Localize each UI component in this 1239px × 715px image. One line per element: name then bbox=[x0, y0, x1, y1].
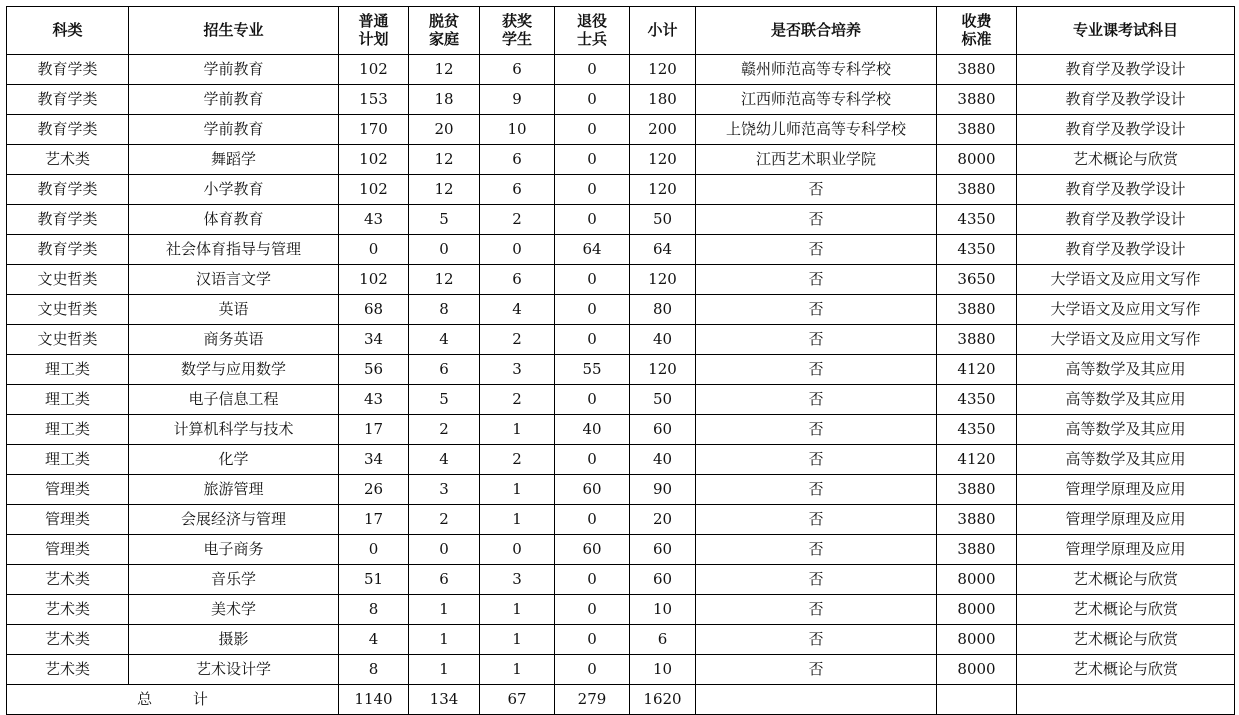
regular-plan-cell: 153 bbox=[339, 85, 409, 115]
category-cell: 文史哲类 bbox=[7, 295, 129, 325]
fee-cell: 8000 bbox=[937, 595, 1017, 625]
category-cell: 理工类 bbox=[7, 355, 129, 385]
regular-plan-cell: 68 bbox=[339, 295, 409, 325]
regular-plan-cell: 51 bbox=[339, 565, 409, 595]
fee-cell: 3880 bbox=[937, 295, 1017, 325]
exam-subject-cell: 艺术概论与欣赏 bbox=[1017, 565, 1235, 595]
category-cell: 教育学类 bbox=[7, 55, 129, 85]
category-cell: 理工类 bbox=[7, 415, 129, 445]
poverty-family-cell: 5 bbox=[409, 205, 480, 235]
joint-training-cell: 否 bbox=[696, 505, 937, 535]
subtotal-cell: 120 bbox=[630, 55, 696, 85]
joint-training-cell: 否 bbox=[696, 295, 937, 325]
major-cell: 学前教育 bbox=[129, 115, 339, 145]
major-cell: 计算机科学与技术 bbox=[129, 415, 339, 445]
exam-subject-cell: 教育学及教学设计 bbox=[1017, 235, 1235, 265]
poverty-family-cell: 0 bbox=[409, 535, 480, 565]
table-row bbox=[7, 535, 1235, 565]
regular-plan-cell: 34 bbox=[339, 325, 409, 355]
subtotal-cell: 80 bbox=[630, 295, 696, 325]
joint-training-cell: 赣州师范高等专科学校 bbox=[696, 55, 937, 85]
veterans-cell: 0 bbox=[555, 565, 630, 595]
total-regular: 1140 bbox=[339, 685, 409, 715]
major-cell: 会展经济与管理 bbox=[129, 505, 339, 535]
regular-plan-cell: 102 bbox=[339, 55, 409, 85]
joint-training-cell: 否 bbox=[696, 385, 937, 415]
veterans-cell: 0 bbox=[555, 655, 630, 685]
subtotal-cell: 60 bbox=[630, 565, 696, 595]
header-poverty-family-line2: 家庭 bbox=[428, 29, 459, 48]
exam-subject-cell: 艺术概论与欣赏 bbox=[1017, 625, 1235, 655]
veterans-cell: 0 bbox=[555, 55, 630, 85]
award-students-cell: 2 bbox=[480, 445, 555, 475]
header-exam-subject bbox=[1017, 7, 1235, 55]
exam-subject-cell: 高等数学及其应用 bbox=[1017, 415, 1235, 445]
veterans-cell: 55 bbox=[555, 355, 630, 385]
exam-subject-cell: 管理学原理及应用 bbox=[1017, 475, 1235, 505]
fee-cell: 3880 bbox=[937, 115, 1017, 145]
exam-subject-cell: 管理学原理及应用 bbox=[1017, 535, 1235, 565]
table-row bbox=[7, 445, 1235, 475]
category-cell: 教育学类 bbox=[7, 205, 129, 235]
joint-training-cell: 江西师范高等专科学校 bbox=[696, 85, 937, 115]
header-poverty-family-line1: 脱贫 bbox=[428, 12, 459, 31]
subtotal-cell: 60 bbox=[630, 415, 696, 445]
veterans-cell: 0 bbox=[555, 625, 630, 655]
award-students-cell: 1 bbox=[480, 475, 555, 505]
poverty-family-cell: 4 bbox=[409, 325, 480, 355]
veterans-cell: 0 bbox=[555, 445, 630, 475]
award-students-cell: 3 bbox=[480, 565, 555, 595]
regular-plan-cell: 102 bbox=[339, 175, 409, 205]
veterans-cell: 64 bbox=[555, 235, 630, 265]
poverty-family-cell: 12 bbox=[409, 265, 480, 295]
major-cell: 电子商务 bbox=[129, 535, 339, 565]
exam-subject-cell: 高等数学及其应用 bbox=[1017, 385, 1235, 415]
table-row bbox=[7, 325, 1235, 355]
award-students-cell: 1 bbox=[480, 415, 555, 445]
category-cell: 艺术类 bbox=[7, 565, 129, 595]
fee-cell: 4120 bbox=[937, 355, 1017, 385]
major-cell: 英语 bbox=[129, 295, 339, 325]
major-cell: 摄影 bbox=[129, 625, 339, 655]
veterans-cell: 0 bbox=[555, 85, 630, 115]
veterans-cell: 60 bbox=[555, 475, 630, 505]
veterans-cell: 60 bbox=[555, 535, 630, 565]
award-students-cell: 6 bbox=[480, 145, 555, 175]
poverty-family-cell: 1 bbox=[409, 625, 480, 655]
joint-training-cell: 否 bbox=[696, 325, 937, 355]
total-poverty: 134 bbox=[409, 685, 480, 715]
exam-subject-cell: 教育学及教学设计 bbox=[1017, 205, 1235, 235]
poverty-family-cell: 8 bbox=[409, 295, 480, 325]
table-row bbox=[7, 355, 1235, 385]
header-award-students bbox=[480, 7, 555, 55]
total-fee bbox=[937, 685, 1017, 715]
major-cell: 艺术设计学 bbox=[129, 655, 339, 685]
enrollment-plan-table bbox=[6, 6, 1235, 715]
poverty-family-cell: 18 bbox=[409, 85, 480, 115]
joint-training-cell: 否 bbox=[696, 205, 937, 235]
fee-cell: 8000 bbox=[937, 565, 1017, 595]
major-cell: 旅游管理 bbox=[129, 475, 339, 505]
joint-training-cell: 江西艺术职业学院 bbox=[696, 145, 937, 175]
poverty-family-cell: 1 bbox=[409, 595, 480, 625]
category-cell: 艺术类 bbox=[7, 595, 129, 625]
category-cell: 管理类 bbox=[7, 475, 129, 505]
table-row bbox=[7, 415, 1235, 445]
fee-cell: 8000 bbox=[937, 625, 1017, 655]
exam-subject-cell: 教育学及教学设计 bbox=[1017, 175, 1235, 205]
exam-subject-cell: 艺术概论与欣赏 bbox=[1017, 595, 1235, 625]
regular-plan-cell: 170 bbox=[339, 115, 409, 145]
category-cell: 艺术类 bbox=[7, 145, 129, 175]
award-students-cell: 1 bbox=[480, 625, 555, 655]
major-cell: 数学与应用数学 bbox=[129, 355, 339, 385]
poverty-family-cell: 6 bbox=[409, 355, 480, 385]
header-fee-line2: 标准 bbox=[961, 29, 992, 48]
subtotal-cell: 200 bbox=[630, 115, 696, 145]
exam-subject-cell: 教育学及教学设计 bbox=[1017, 85, 1235, 115]
fee-cell: 3880 bbox=[937, 475, 1017, 505]
fee-cell: 3880 bbox=[937, 85, 1017, 115]
joint-training-cell: 否 bbox=[696, 625, 937, 655]
header-exam-subject-line1: 专业课考试科目 bbox=[1072, 20, 1178, 39]
category-cell: 理工类 bbox=[7, 385, 129, 415]
regular-plan-cell: 102 bbox=[339, 145, 409, 175]
joint-training-cell: 否 bbox=[696, 265, 937, 295]
poverty-family-cell: 2 bbox=[409, 505, 480, 535]
header-major bbox=[129, 7, 339, 55]
fee-cell: 3880 bbox=[937, 505, 1017, 535]
regular-plan-cell: 0 bbox=[339, 235, 409, 265]
veterans-cell: 0 bbox=[555, 385, 630, 415]
total-subject bbox=[1017, 685, 1235, 715]
table-row bbox=[7, 595, 1235, 625]
category-cell: 艺术类 bbox=[7, 625, 129, 655]
award-students-cell: 10 bbox=[480, 115, 555, 145]
joint-training-cell: 否 bbox=[696, 175, 937, 205]
fee-cell: 3880 bbox=[937, 325, 1017, 355]
poverty-family-cell: 12 bbox=[409, 55, 480, 85]
category-cell: 教育学类 bbox=[7, 175, 129, 205]
veterans-cell: 0 bbox=[555, 325, 630, 355]
regular-plan-cell: 43 bbox=[339, 385, 409, 415]
header-major-line1: 招生专业 bbox=[203, 20, 264, 39]
table-row bbox=[7, 565, 1235, 595]
header-joint-training-line1: 是否联合培养 bbox=[770, 20, 861, 39]
table-row bbox=[7, 115, 1235, 145]
total-award: 67 bbox=[480, 685, 555, 715]
major-cell: 体育教育 bbox=[129, 205, 339, 235]
veterans-cell: 40 bbox=[555, 415, 630, 445]
enrollment-plan-sheet bbox=[6, 6, 1235, 715]
subtotal-cell: 60 bbox=[630, 535, 696, 565]
header-fee-line1: 收费 bbox=[961, 12, 992, 31]
major-cell: 小学教育 bbox=[129, 175, 339, 205]
subtotal-cell: 50 bbox=[630, 205, 696, 235]
major-cell: 学前教育 bbox=[129, 85, 339, 115]
fee-cell: 3880 bbox=[937, 175, 1017, 205]
award-students-cell: 9 bbox=[480, 85, 555, 115]
joint-training-cell: 否 bbox=[696, 235, 937, 265]
award-students-cell: 0 bbox=[480, 535, 555, 565]
exam-subject-cell: 高等数学及其应用 bbox=[1017, 445, 1235, 475]
table-row bbox=[7, 175, 1235, 205]
subtotal-cell: 40 bbox=[630, 445, 696, 475]
category-cell: 教育学类 bbox=[7, 85, 129, 115]
subtotal-cell: 180 bbox=[630, 85, 696, 115]
poverty-family-cell: 4 bbox=[409, 445, 480, 475]
veterans-cell: 0 bbox=[555, 595, 630, 625]
joint-training-cell: 否 bbox=[696, 595, 937, 625]
exam-subject-cell: 艺术概论与欣赏 bbox=[1017, 145, 1235, 175]
header-poverty-family bbox=[409, 7, 480, 55]
exam-subject-cell: 教育学及教学设计 bbox=[1017, 115, 1235, 145]
table-row bbox=[7, 625, 1235, 655]
regular-plan-cell: 4 bbox=[339, 625, 409, 655]
fee-cell: 8000 bbox=[937, 145, 1017, 175]
fee-cell: 4350 bbox=[937, 205, 1017, 235]
award-students-cell: 6 bbox=[480, 175, 555, 205]
veterans-cell: 0 bbox=[555, 175, 630, 205]
regular-plan-cell: 43 bbox=[339, 205, 409, 235]
subtotal-cell: 50 bbox=[630, 385, 696, 415]
subtotal-cell: 40 bbox=[630, 325, 696, 355]
joint-training-cell: 否 bbox=[696, 475, 937, 505]
fee-cell: 8000 bbox=[937, 655, 1017, 685]
total-veteran: 279 bbox=[555, 685, 630, 715]
category-cell: 教育学类 bbox=[7, 115, 129, 145]
subtotal-cell: 6 bbox=[630, 625, 696, 655]
subtotal-cell: 90 bbox=[630, 475, 696, 505]
total-row bbox=[7, 685, 1235, 715]
fee-cell: 4350 bbox=[937, 415, 1017, 445]
header-veterans bbox=[555, 7, 630, 55]
category-cell: 文史哲类 bbox=[7, 265, 129, 295]
exam-subject-cell: 高等数学及其应用 bbox=[1017, 355, 1235, 385]
category-cell: 管理类 bbox=[7, 505, 129, 535]
poverty-family-cell: 0 bbox=[409, 235, 480, 265]
regular-plan-cell: 17 bbox=[339, 415, 409, 445]
award-students-cell: 2 bbox=[480, 205, 555, 235]
subtotal-cell: 64 bbox=[630, 235, 696, 265]
major-cell: 学前教育 bbox=[129, 55, 339, 85]
subtotal-cell: 10 bbox=[630, 595, 696, 625]
regular-plan-cell: 26 bbox=[339, 475, 409, 505]
table-row bbox=[7, 205, 1235, 235]
regular-plan-cell: 8 bbox=[339, 595, 409, 625]
joint-training-cell: 否 bbox=[696, 355, 937, 385]
table-row bbox=[7, 505, 1235, 535]
subtotal-cell: 20 bbox=[630, 505, 696, 535]
major-cell: 汉语言文学 bbox=[129, 265, 339, 295]
fee-cell: 3880 bbox=[937, 55, 1017, 85]
poverty-family-cell: 2 bbox=[409, 415, 480, 445]
joint-training-cell: 否 bbox=[696, 535, 937, 565]
table-row bbox=[7, 235, 1235, 265]
table-row bbox=[7, 295, 1235, 325]
exam-subject-cell: 大学语文及应用文写作 bbox=[1017, 295, 1235, 325]
header-award-students-line1: 获奖 bbox=[501, 12, 532, 31]
table-row bbox=[7, 55, 1235, 85]
fee-cell: 4350 bbox=[937, 385, 1017, 415]
major-cell: 音乐学 bbox=[129, 565, 339, 595]
header-veterans-line1: 退役 bbox=[576, 12, 607, 31]
subtotal-cell: 120 bbox=[630, 145, 696, 175]
fee-cell: 4350 bbox=[937, 235, 1017, 265]
major-cell: 商务英语 bbox=[129, 325, 339, 355]
award-students-cell: 0 bbox=[480, 235, 555, 265]
award-students-cell: 2 bbox=[480, 385, 555, 415]
header-regular-plan-line1: 普通 bbox=[358, 12, 389, 31]
major-cell: 舞蹈学 bbox=[129, 145, 339, 175]
category-cell: 艺术类 bbox=[7, 655, 129, 685]
table-row bbox=[7, 145, 1235, 175]
regular-plan-cell: 34 bbox=[339, 445, 409, 475]
major-cell: 化学 bbox=[129, 445, 339, 475]
award-students-cell: 3 bbox=[480, 355, 555, 385]
fee-cell: 4120 bbox=[937, 445, 1017, 475]
joint-training-cell: 否 bbox=[696, 415, 937, 445]
veterans-cell: 0 bbox=[555, 505, 630, 535]
header-row bbox=[7, 7, 1235, 55]
header-joint-training bbox=[696, 7, 937, 55]
header-award-students-line2: 学生 bbox=[501, 29, 532, 48]
regular-plan-cell: 0 bbox=[339, 535, 409, 565]
header-fee bbox=[937, 7, 1017, 55]
category-cell: 教育学类 bbox=[7, 235, 129, 265]
header-category bbox=[7, 7, 129, 55]
fee-cell: 3650 bbox=[937, 265, 1017, 295]
award-students-cell: 1 bbox=[480, 595, 555, 625]
table-row bbox=[7, 475, 1235, 505]
award-students-cell: 1 bbox=[480, 505, 555, 535]
header-veterans-line2: 士兵 bbox=[576, 29, 607, 48]
award-students-cell: 1 bbox=[480, 655, 555, 685]
table-row bbox=[7, 655, 1235, 685]
joint-training-cell: 上饶幼儿师范高等专科学校 bbox=[696, 115, 937, 145]
regular-plan-cell: 56 bbox=[339, 355, 409, 385]
poverty-family-cell: 1 bbox=[409, 655, 480, 685]
veterans-cell: 0 bbox=[555, 115, 630, 145]
poverty-family-cell: 12 bbox=[409, 175, 480, 205]
header-subtotal bbox=[630, 7, 696, 55]
header-subtotal-line1: 小计 bbox=[647, 20, 678, 39]
total-label: 总 计 bbox=[7, 685, 339, 715]
award-students-cell: 6 bbox=[480, 55, 555, 85]
table-row bbox=[7, 265, 1235, 295]
regular-plan-cell: 8 bbox=[339, 655, 409, 685]
exam-subject-cell: 艺术概论与欣赏 bbox=[1017, 655, 1235, 685]
category-cell: 理工类 bbox=[7, 445, 129, 475]
poverty-family-cell: 3 bbox=[409, 475, 480, 505]
subtotal-cell: 10 bbox=[630, 655, 696, 685]
joint-training-cell: 否 bbox=[696, 565, 937, 595]
poverty-family-cell: 6 bbox=[409, 565, 480, 595]
regular-plan-cell: 102 bbox=[339, 265, 409, 295]
fee-cell: 3880 bbox=[937, 535, 1017, 565]
award-students-cell: 6 bbox=[480, 265, 555, 295]
major-cell: 社会体育指导与管理 bbox=[129, 235, 339, 265]
regular-plan-cell: 17 bbox=[339, 505, 409, 535]
exam-subject-cell: 大学语文及应用文写作 bbox=[1017, 325, 1235, 355]
exam-subject-cell: 大学语文及应用文写作 bbox=[1017, 265, 1235, 295]
subtotal-cell: 120 bbox=[630, 355, 696, 385]
joint-training-cell: 否 bbox=[696, 655, 937, 685]
header-category-line1: 科类 bbox=[52, 20, 83, 39]
award-students-cell: 4 bbox=[480, 295, 555, 325]
subtotal-cell: 120 bbox=[630, 175, 696, 205]
award-students-cell: 2 bbox=[480, 325, 555, 355]
total-joint bbox=[696, 685, 937, 715]
poverty-family-cell: 5 bbox=[409, 385, 480, 415]
poverty-family-cell: 20 bbox=[409, 115, 480, 145]
major-cell: 电子信息工程 bbox=[129, 385, 339, 415]
table-body bbox=[7, 55, 1235, 685]
header-regular-plan-line2: 计划 bbox=[358, 29, 389, 48]
poverty-family-cell: 12 bbox=[409, 145, 480, 175]
veterans-cell: 0 bbox=[555, 265, 630, 295]
category-cell: 文史哲类 bbox=[7, 325, 129, 355]
veterans-cell: 0 bbox=[555, 295, 630, 325]
subtotal-cell: 120 bbox=[630, 265, 696, 295]
exam-subject-cell: 教育学及教学设计 bbox=[1017, 55, 1235, 85]
header-regular-plan bbox=[339, 7, 409, 55]
category-cell: 管理类 bbox=[7, 535, 129, 565]
exam-subject-cell: 管理学原理及应用 bbox=[1017, 505, 1235, 535]
veterans-cell: 0 bbox=[555, 145, 630, 175]
major-cell: 美术学 bbox=[129, 595, 339, 625]
table-row bbox=[7, 385, 1235, 415]
total-subtotal: 1620 bbox=[630, 685, 696, 715]
joint-training-cell: 否 bbox=[696, 445, 937, 475]
veterans-cell: 0 bbox=[555, 205, 630, 235]
table-row bbox=[7, 85, 1235, 115]
